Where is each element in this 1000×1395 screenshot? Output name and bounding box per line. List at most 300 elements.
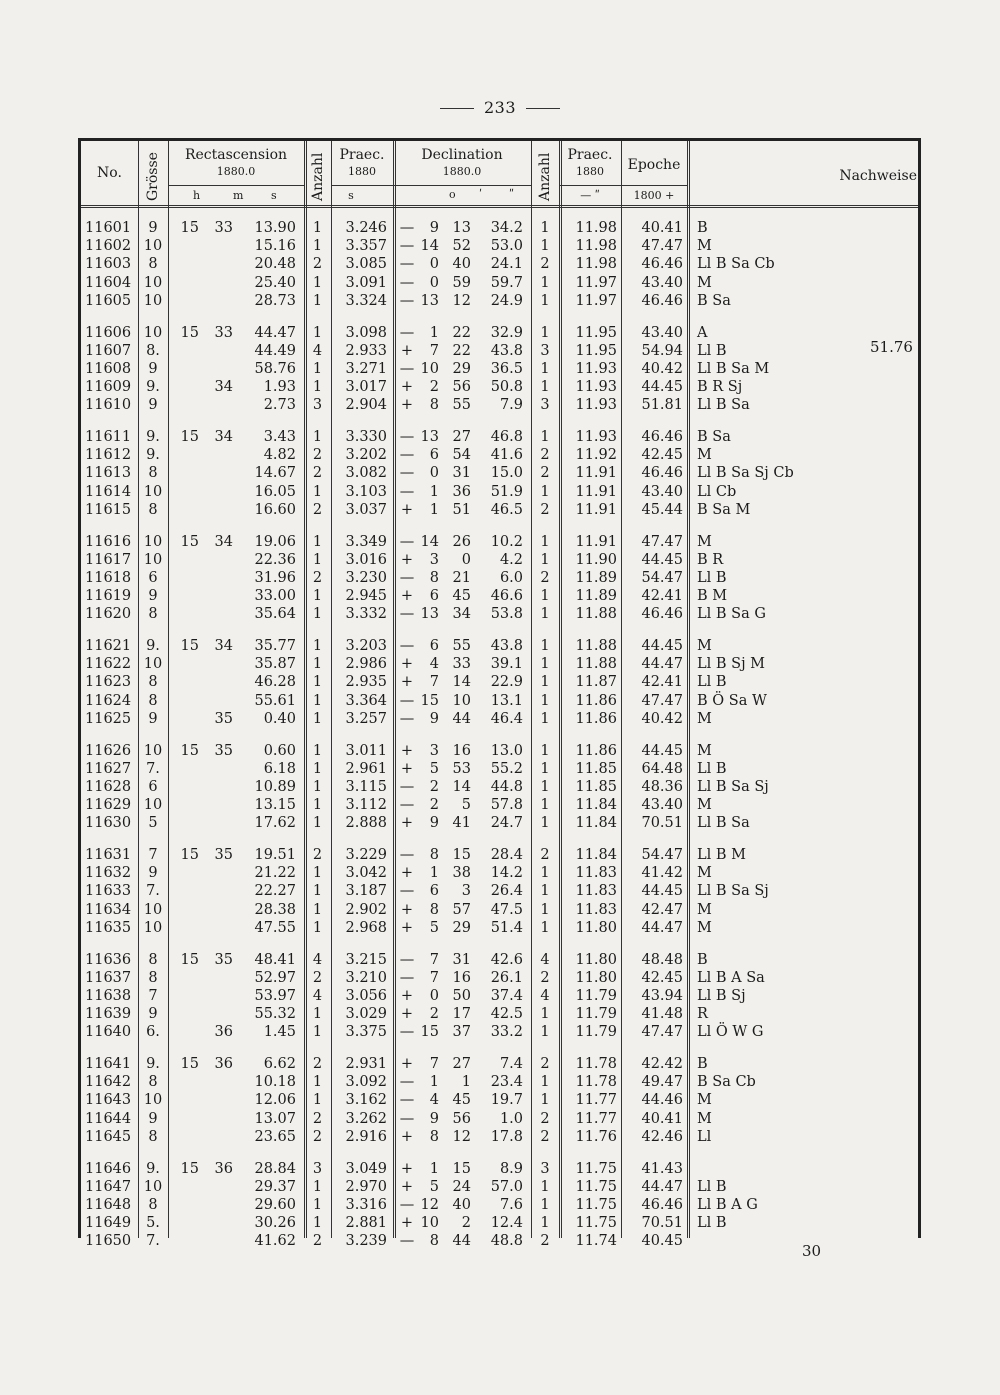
cell-groesse: 6. xyxy=(146,1024,160,1041)
cell-decl-sign: + xyxy=(400,760,414,777)
cell-anzahl2: 1 xyxy=(540,1215,550,1232)
cell-anzahl: 2 xyxy=(312,1128,323,1145)
cell-ra-h xyxy=(171,1023,199,1041)
cell-ra-h xyxy=(171,464,199,482)
cell-decl-min: 10 xyxy=(452,692,471,709)
cell-ra-h xyxy=(171,378,199,396)
cell-decl-deg: 0 xyxy=(429,274,439,291)
cell-decl-sign: — xyxy=(399,465,415,482)
cell-decl-sign: + xyxy=(400,379,414,396)
cell-nachweise: Ll B xyxy=(697,1178,727,1195)
cell-praec2: 11.86 xyxy=(575,742,617,759)
cell-epoche: 54.47 xyxy=(641,847,683,863)
cell-nachweise: B Sa xyxy=(697,429,731,445)
cell-groesse: 7 xyxy=(148,847,158,863)
cell-decl-sec: 26.4 xyxy=(490,883,523,900)
cell-nachweise: Ll B Sa Cb xyxy=(697,256,775,273)
cell-decl-sec: 4.2 xyxy=(499,551,523,568)
cell-groesse: 8 xyxy=(148,606,158,623)
cell-anzahl2: 1 xyxy=(540,551,550,568)
cell-ra-h xyxy=(171,1073,199,1091)
cell-ra-s: 31.96 xyxy=(254,569,296,586)
cell-decl-sec: 57.8 xyxy=(490,797,523,814)
cell-praec: 3.029 xyxy=(345,1006,387,1023)
cell-decl-min: 45 xyxy=(452,1092,471,1109)
cell-ra-m xyxy=(203,1178,233,1196)
cell-ra-h xyxy=(171,446,199,464)
cell-anzahl2: 1 xyxy=(540,797,550,814)
cell-praec: 3.349 xyxy=(345,533,387,550)
cell-decl-sec: 46.5 xyxy=(490,501,523,518)
cell-ra-h xyxy=(171,655,199,673)
cell-anzahl2: 1 xyxy=(540,638,550,654)
cell-anzahl2: 1 xyxy=(540,1092,550,1109)
cell-groesse: 9 xyxy=(148,710,158,727)
cell-praec2: 11.89 xyxy=(575,569,617,586)
cell-ra-m xyxy=(203,1214,233,1232)
cell-groesse: 8 xyxy=(148,674,158,691)
cell-ra-h xyxy=(171,778,199,796)
cell-ra-m xyxy=(203,673,233,691)
cell-decl-min: 40 xyxy=(452,1196,471,1213)
cell-epoche: 43.40 xyxy=(641,324,683,341)
cell-anzahl2: 1 xyxy=(540,674,550,691)
cell-groesse: 10 xyxy=(143,292,163,309)
cell-decl-sec: 39.1 xyxy=(490,656,523,673)
cell-ra-s: 25.40 xyxy=(254,274,296,291)
cell-praec2: 11.76 xyxy=(575,1128,617,1145)
cell-ra-s: 30.26 xyxy=(254,1215,296,1232)
cell-epoche: 43.40 xyxy=(641,274,683,291)
cell-decl-deg: 8 xyxy=(429,1128,439,1145)
cell-no: 11643 xyxy=(85,1092,132,1109)
cell-praec: 2.968 xyxy=(345,919,387,936)
cell-decl-min: 40 xyxy=(452,256,471,273)
cell-groesse: 9 xyxy=(148,220,158,236)
cell-decl-sec: 24.9 xyxy=(490,292,523,309)
cell-decl-sec: 43.8 xyxy=(490,638,523,654)
cell-nachweise: Ll B Sa Sj Cb xyxy=(697,465,794,482)
cell-praec2: 11.85 xyxy=(575,760,617,777)
cell-decl-deg: 5 xyxy=(429,919,439,936)
cell-anzahl: 2 xyxy=(312,447,323,464)
cell-nachweise: B R Sj xyxy=(697,379,743,396)
cell-decl-sign: — xyxy=(399,238,415,255)
cell-decl-deg: 13 xyxy=(420,429,439,445)
cell-groesse: 10 xyxy=(143,324,163,341)
cell-decl-deg: 1 xyxy=(429,1074,439,1091)
cell-decl-sec: 7.4 xyxy=(499,1056,523,1072)
cell-decl-min: 56 xyxy=(452,1110,471,1127)
cell-praec: 3.091 xyxy=(345,274,387,291)
cell-anzahl: 1 xyxy=(312,1006,323,1023)
cell-ra-h xyxy=(171,1232,199,1250)
cell-anzahl2: 1 xyxy=(540,865,550,882)
cell-decl-sign: — xyxy=(399,638,415,654)
cell-ra-s: 6.62 xyxy=(263,1056,296,1072)
cell-decl-sec: 34.2 xyxy=(490,220,523,236)
cell-anzahl: 3 xyxy=(312,397,323,414)
cell-ra-m: 35 xyxy=(214,742,233,759)
cell-anzahl2: 2 xyxy=(540,1233,550,1250)
cell-no: 11608 xyxy=(85,360,132,377)
cell-decl-min: 22 xyxy=(452,324,471,341)
cell-epoche: 70.51 xyxy=(641,1215,683,1232)
cell-praec: 3.098 xyxy=(345,324,387,341)
cell-ra-m xyxy=(203,796,233,814)
cell-ra-s: 58.76 xyxy=(254,360,296,377)
cell-anzahl2: 1 xyxy=(540,710,550,727)
cell-decl-sec: 46.8 xyxy=(490,429,523,445)
cell-praec2: 11.89 xyxy=(575,588,617,605)
cell-praec: 2.881 xyxy=(345,1215,387,1232)
cell-decl-min: 36 xyxy=(452,483,471,500)
cell-ra-h: 15 xyxy=(180,847,199,863)
cell-decl-sec: 8.9 xyxy=(499,1160,523,1177)
cell-ra-h xyxy=(171,255,199,273)
cell-ra-s: 2.73 xyxy=(263,397,296,414)
cell-praec2: 11.87 xyxy=(575,674,617,691)
cell-ra-m: 34 xyxy=(214,638,233,654)
cell-ra-s: 14.67 xyxy=(254,465,296,482)
cell-nachweise: Ll B xyxy=(697,760,727,777)
cell-decl-deg: 5 xyxy=(429,1178,439,1195)
cell-ra-m xyxy=(203,255,233,273)
header-decl-min: ʹ xyxy=(479,188,483,201)
cell-epoche: 47.47 xyxy=(641,238,683,255)
cell-ra-m xyxy=(203,778,233,796)
cell-decl-sign: — xyxy=(399,274,415,291)
cell-no: 11634 xyxy=(85,901,132,918)
cell-decl-deg: 8 xyxy=(429,847,439,863)
cell-groesse: 9. xyxy=(146,447,160,464)
cell-anzahl: 1 xyxy=(312,919,323,936)
cell-decl-deg: 1 xyxy=(429,501,439,518)
cell-nachweise: B xyxy=(697,1056,708,1072)
cell-epoche: 44.45 xyxy=(641,638,683,654)
cell-praec: 3.324 xyxy=(345,292,387,309)
cell-ra-m xyxy=(203,1232,233,1250)
cell-decl-deg: 3 xyxy=(429,551,439,568)
cell-decl-deg: 5 xyxy=(429,760,439,777)
cell-anzahl2: 1 xyxy=(540,1196,550,1213)
cell-decl-min: 51 xyxy=(452,501,471,518)
cell-anzahl2: 1 xyxy=(540,692,550,709)
cell-nachweise: B Sa Cb xyxy=(697,1074,756,1091)
cell-decl-min: 54 xyxy=(452,447,471,464)
cell-praec: 3.203 xyxy=(345,638,387,654)
margin-note: 51.76 xyxy=(870,338,913,356)
cell-nachweise: Ll B M xyxy=(697,847,746,863)
header-decl-epoch: 1880.0 xyxy=(442,165,482,178)
cell-decl-sign: — xyxy=(399,429,415,445)
cell-no: 11620 xyxy=(85,606,132,623)
cell-groesse: 7 xyxy=(148,987,158,1004)
cell-ra-h xyxy=(171,673,199,691)
header-decl-sec: ʺ xyxy=(509,188,515,201)
cell-anzahl2: 1 xyxy=(540,742,550,759)
cell-decl-deg: 8 xyxy=(429,901,439,918)
cell-groesse: 9. xyxy=(146,638,160,654)
cell-nachweise: Ll B xyxy=(697,569,727,586)
cell-epoche: 54.47 xyxy=(641,569,683,586)
cell-anzahl: 2 xyxy=(312,256,323,273)
cell-decl-deg: 15 xyxy=(420,692,439,709)
cell-ra-m: 35 xyxy=(214,847,233,863)
cell-anzahl: 4 xyxy=(312,987,323,1004)
cell-ra-m: 34 xyxy=(214,429,233,445)
cell-ra-h xyxy=(171,551,199,569)
cell-anzahl: 1 xyxy=(312,901,323,918)
cell-no: 11613 xyxy=(85,465,132,482)
cell-anzahl2: 1 xyxy=(540,606,550,623)
cell-ra-s: 3.43 xyxy=(263,429,296,445)
cell-decl-min: 57 xyxy=(452,901,471,918)
cell-anzahl: 1 xyxy=(312,865,323,882)
cell-decl-min: 33 xyxy=(452,656,471,673)
cell-groesse: 7. xyxy=(146,883,160,900)
cell-decl-sec: 47.5 xyxy=(490,901,523,918)
cell-nachweise: Ll B xyxy=(697,674,727,691)
cell-anzahl2: 1 xyxy=(540,656,550,673)
cell-ra-s: 28.73 xyxy=(254,292,296,309)
cell-groesse: 10 xyxy=(143,1178,163,1195)
cell-decl-deg: 7 xyxy=(429,342,439,359)
cell-decl-sign: + xyxy=(400,551,414,568)
cell-no: 11610 xyxy=(85,397,132,414)
cell-praec: 3.332 xyxy=(345,606,387,623)
cell-decl-min: 12 xyxy=(452,1128,471,1145)
cell-decl-sec: 26.1 xyxy=(490,969,523,986)
cell-praec: 3.239 xyxy=(345,1233,387,1250)
cell-praec2: 11.80 xyxy=(575,919,617,936)
header-rect-s: s xyxy=(271,189,277,202)
cell-anzahl: 1 xyxy=(312,360,323,377)
cell-ra-h: 15 xyxy=(180,951,199,968)
cell-epoche: 47.47 xyxy=(641,692,683,709)
cell-decl-sign: + xyxy=(400,1215,414,1232)
cell-epoche: 54.94 xyxy=(641,342,683,359)
cell-praec: 3.271 xyxy=(345,360,387,377)
cell-anzahl: 1 xyxy=(312,606,323,623)
cell-decl-sec: 7.6 xyxy=(499,1196,523,1213)
cell-anzahl2: 4 xyxy=(540,987,550,1004)
cell-no: 11650 xyxy=(85,1233,132,1250)
cell-praec: 2.888 xyxy=(345,815,387,832)
cell-decl-min: 52 xyxy=(452,238,471,255)
cell-decl-deg: 3 xyxy=(429,742,439,759)
cell-nachweise xyxy=(697,1160,917,1178)
cell-no: 11622 xyxy=(85,656,132,673)
cell-praec: 3.187 xyxy=(345,883,387,900)
cell-anzahl: 1 xyxy=(312,1178,323,1195)
cell-decl-deg: 1 xyxy=(429,865,439,882)
cell-ra-h xyxy=(171,882,199,900)
cell-ra-s: 22.27 xyxy=(254,883,296,900)
cell-decl-sec: 57.0 xyxy=(490,1178,523,1195)
cell-decl-sec: 13.0 xyxy=(490,742,523,759)
cell-decl-sec: 6.0 xyxy=(499,569,523,586)
cell-praec: 3.016 xyxy=(345,551,387,568)
cell-anzahl2: 3 xyxy=(540,1160,550,1177)
cell-epoche: 42.42 xyxy=(641,1056,683,1072)
page-number: 233 xyxy=(0,98,1000,117)
cell-anzahl: 2 xyxy=(312,847,323,863)
cell-decl-min: 53 xyxy=(452,760,471,777)
cell-epoche: 42.46 xyxy=(641,1128,683,1145)
cell-ra-h xyxy=(171,360,199,378)
cell-no: 11640 xyxy=(85,1024,132,1041)
cell-decl-deg: 7 xyxy=(429,951,439,968)
cell-groesse: 8 xyxy=(148,501,158,518)
cell-decl-sec: 32.9 xyxy=(490,324,523,341)
header-anzahl-2: Anzahl xyxy=(537,152,553,201)
cell-praec2: 11.97 xyxy=(575,292,617,309)
cell-decl-sec: 42.5 xyxy=(490,1006,523,1023)
cell-praec2: 11.93 xyxy=(575,397,617,414)
cell-no: 11625 xyxy=(85,710,132,727)
cell-anzahl2: 1 xyxy=(540,483,550,500)
cell-epoche: 42.41 xyxy=(641,674,683,691)
cell-groesse: 8 xyxy=(148,465,158,482)
cell-ra-m xyxy=(203,987,233,1005)
cell-praec: 2.970 xyxy=(345,1178,387,1195)
cell-decl-sec: 41.6 xyxy=(490,447,523,464)
cell-decl-deg: 0 xyxy=(429,987,439,1004)
cell-ra-s: 52.97 xyxy=(254,969,296,986)
cell-no: 11629 xyxy=(85,797,132,814)
cell-ra-m xyxy=(203,814,233,832)
cell-epoche: 47.47 xyxy=(641,533,683,550)
cell-ra-s: 29.37 xyxy=(254,1178,296,1195)
cell-ra-h xyxy=(171,814,199,832)
cell-decl-sign: + xyxy=(400,919,414,936)
cell-decl-sec: 46.4 xyxy=(490,710,523,727)
cell-nachweise: B M xyxy=(697,588,728,605)
header-nachweise: Nachweise xyxy=(839,168,917,184)
cell-anzahl2: 1 xyxy=(540,588,550,605)
cell-ra-h xyxy=(171,569,199,587)
cell-no: 11606 xyxy=(85,324,132,341)
cell-groesse: 9 xyxy=(148,1006,158,1023)
cell-epoche: 49.47 xyxy=(641,1074,683,1091)
cell-ra-m: 36 xyxy=(214,1056,233,1072)
cell-groesse: 10 xyxy=(143,238,163,255)
cell-decl-sign: — xyxy=(399,256,415,273)
cell-ra-m xyxy=(203,569,233,587)
cell-decl-sign: + xyxy=(400,815,414,832)
cell-anzahl: 1 xyxy=(312,742,323,759)
cell-praec2: 11.75 xyxy=(575,1196,617,1213)
cell-epoche: 46.46 xyxy=(641,292,683,309)
cell-ra-m xyxy=(203,1005,233,1023)
cell-praec: 3.056 xyxy=(345,987,387,1004)
cell-decl-sign: — xyxy=(399,1233,415,1250)
cell-anzahl2: 2 xyxy=(540,1110,550,1127)
cell-no: 11635 xyxy=(85,919,132,936)
cell-epoche: 40.41 xyxy=(641,220,683,236)
cell-praec2: 11.83 xyxy=(575,865,617,882)
cell-decl-deg: 2 xyxy=(429,1006,439,1023)
cell-ra-h xyxy=(171,710,199,728)
cell-ra-m: 35 xyxy=(214,951,233,968)
cell-ra-s: 35.77 xyxy=(254,638,296,654)
cell-decl-sign: — xyxy=(399,797,415,814)
cell-decl-deg: 12 xyxy=(420,1196,439,1213)
cell-decl-sign: — xyxy=(399,883,415,900)
cell-anzahl: 1 xyxy=(312,797,323,814)
cell-praec2: 11.77 xyxy=(575,1092,617,1109)
header-groesse: Grösse xyxy=(145,152,161,201)
cell-nachweise: M xyxy=(697,901,712,918)
cell-ra-h xyxy=(171,1110,199,1128)
cell-ra-h xyxy=(171,796,199,814)
cell-decl-sign: — xyxy=(399,1196,415,1213)
cell-ra-m xyxy=(203,292,233,310)
cell-groesse: 8 xyxy=(148,256,158,273)
cell-ra-h xyxy=(171,1091,199,1109)
header-epoche: Epoche xyxy=(627,157,681,173)
cell-decl-min: 21 xyxy=(452,569,471,586)
cell-decl-deg: 9 xyxy=(429,1110,439,1127)
cell-ra-m xyxy=(203,1196,233,1214)
cell-ra-s: 13.90 xyxy=(254,220,296,236)
cell-praec: 3.112 xyxy=(345,797,387,814)
cell-praec2: 11.80 xyxy=(575,969,617,986)
cell-ra-h xyxy=(171,501,199,519)
cell-ra-s: 0.60 xyxy=(263,742,296,759)
cell-epoche: 41.48 xyxy=(641,1006,683,1023)
cell-nachweise: M xyxy=(697,710,712,727)
cell-praec: 3.210 xyxy=(345,969,387,986)
cell-nachweise: Ll xyxy=(697,1128,712,1145)
cell-decl-deg: 13 xyxy=(420,292,439,309)
cell-decl-sign: + xyxy=(400,588,414,605)
cell-decl-deg: 7 xyxy=(429,969,439,986)
cell-praec2: 11.86 xyxy=(575,692,617,709)
cell-groesse: 10 xyxy=(143,901,163,918)
cell-ra-h xyxy=(171,342,199,360)
cell-ra-h xyxy=(171,1005,199,1023)
header-decl-deg: o xyxy=(449,188,456,201)
cell-anzahl2: 1 xyxy=(540,1006,550,1023)
cell-ra-m xyxy=(203,655,233,673)
cell-decl-deg: 10 xyxy=(420,1215,439,1232)
cell-ra-h xyxy=(171,987,199,1005)
cell-nachweise: M xyxy=(697,919,712,936)
cell-praec2: 11.97 xyxy=(575,274,617,291)
cell-decl-sign: — xyxy=(399,778,415,795)
cell-epoche: 46.46 xyxy=(641,1196,683,1213)
cell-groesse: 9. xyxy=(146,379,160,396)
cell-decl-min: 15 xyxy=(452,847,471,863)
cell-epoche: 44.45 xyxy=(641,551,683,568)
cell-decl-sec: 37.4 xyxy=(490,987,523,1004)
cell-decl-deg: 0 xyxy=(429,256,439,273)
cell-praec2: 11.91 xyxy=(575,483,617,500)
cell-decl-sec: 42.6 xyxy=(490,951,523,968)
cell-praec2: 11.84 xyxy=(575,815,617,832)
cell-groesse: 10 xyxy=(143,1092,163,1109)
cell-epoche: 44.47 xyxy=(641,1178,683,1195)
cell-groesse: 10 xyxy=(143,742,163,759)
cell-nachweise: Ll B Sa xyxy=(697,815,750,832)
cell-nachweise: B R xyxy=(697,551,724,568)
cell-no: 11615 xyxy=(85,501,132,518)
cell-praec2: 11.98 xyxy=(575,220,617,236)
cell-anzahl: 1 xyxy=(312,379,323,396)
cell-groesse: 9. xyxy=(146,1160,160,1177)
